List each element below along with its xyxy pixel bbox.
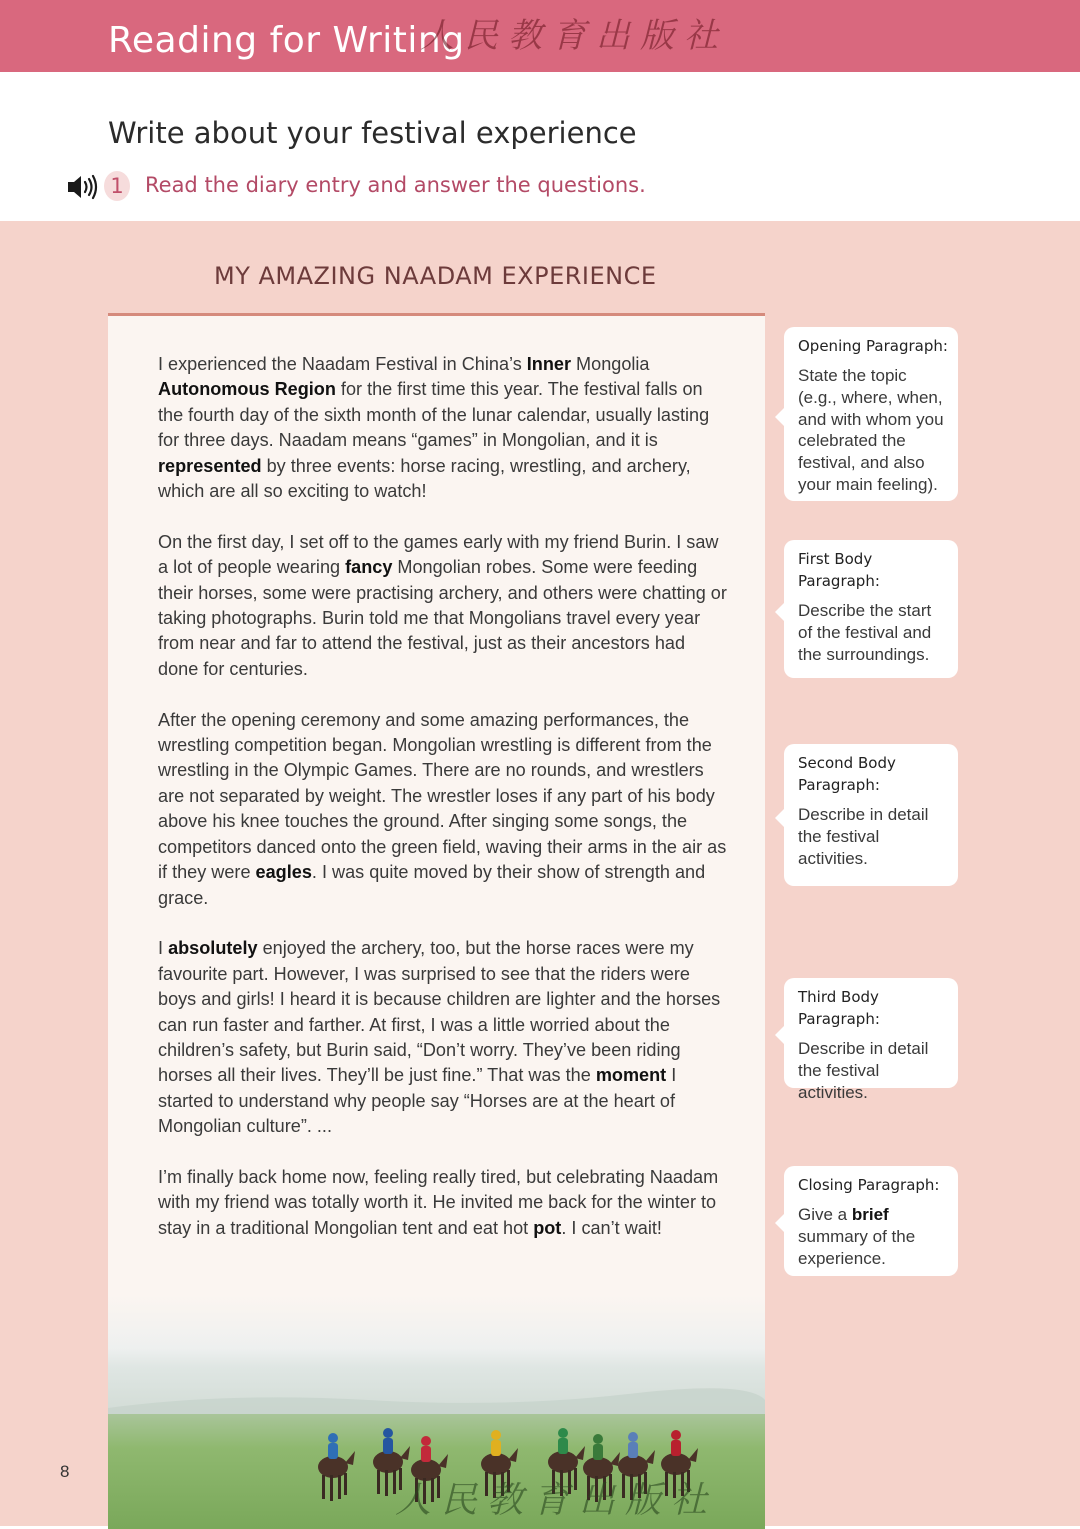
text-run: Mongolia	[571, 354, 650, 374]
text-run: On the first day, I set off to the games early with my friend Burin. I saw a lot of people wearing	[158, 531, 719, 578]
key-word: eagles	[255, 862, 312, 883]
section-title: Write about your festival experience	[108, 116, 637, 150]
note-body	[798, 804, 948, 869]
text-run: for the first time this year. The festival falls on the fourth day of the sixth month of the lunar calendar, usually lasting for three days. Naadam means “games” in Mongolian, and it is	[158, 379, 710, 451]
text-run: summary of the experience.	[798, 1226, 916, 1268]
note-heading: First Body Paragraph:	[798, 550, 880, 590]
note-first-body-paragraph	[784, 540, 958, 678]
note-body	[798, 1204, 948, 1269]
note-opening-paragraph	[784, 327, 958, 501]
note-body	[798, 600, 948, 665]
diary-paragraph	[158, 530, 728, 682]
text-run: After the opening ceremony and some amazing performances, the wrestling competition began. Mongolian wrestling is different from the wrestling in the Olympic Games. There are no rounds, and wrestlers are not separated by weight. The wrestler loses if any part of his body above his knee touches the ground. After singing some songs, the competitors danced onto the green field, waving their arms in the air as if they were	[158, 709, 727, 883]
text-run: I experienced the Naadam Festival in China’s	[158, 354, 527, 374]
note-closing-paragraph	[784, 1166, 958, 1276]
unit-title: Reading for Writing	[108, 20, 465, 61]
key-word: fancy	[345, 557, 393, 578]
text-run: I started to understand why people say “Horses are at the heart of Mongolian culture”. ...	[158, 1065, 677, 1137]
diary-paragraph	[158, 936, 728, 1139]
note-body	[798, 1038, 948, 1103]
note-heading: Opening Paragraph:	[798, 337, 948, 355]
text-run: by three events: horse racing, wrestling, and archery, which are all so exciting to watch!	[158, 455, 691, 502]
note-body	[798, 365, 948, 496]
text-run: Describe in detail the festival activities.	[798, 805, 929, 868]
diary-paragraph	[158, 1165, 728, 1241]
text-run: I’m finally back home now, feeling really tired, but celebrating Naadam with my friend was totally worth it. He invited me back for the winter to stay in a traditional Mongolian tent and eat hot	[158, 1166, 719, 1238]
page-number: 8	[60, 1462, 70, 1481]
text-run: Give a	[798, 1205, 852, 1224]
key-word: represented	[158, 455, 262, 476]
key-word: pot	[533, 1217, 562, 1238]
text-run: . I was quite moved by their show of strength and grace.	[158, 862, 706, 908]
diary-text	[158, 352, 728, 1267]
diary-card	[108, 313, 765, 1529]
key-word: Autonomous Region	[158, 379, 336, 400]
text-run: I	[158, 938, 169, 959]
note-second-body-paragraph	[784, 744, 958, 886]
diary-paragraph	[158, 708, 728, 911]
diary-title: MY AMAZING NAADAM EXPERIENCE	[214, 262, 657, 290]
note-third-body-paragraph	[784, 978, 958, 1102]
speaker-icon[interactable]	[66, 173, 98, 201]
note-heading: Second Body Paragraph:	[798, 754, 896, 794]
publisher-watermark-bottom: 人民教育出版社	[395, 1480, 718, 1521]
text-run: Describe the start of the festival and the surroundings.	[798, 601, 932, 664]
exercise-number: 1	[104, 171, 130, 201]
text-run: State the topic (e.g., where, when, and with whom you celebrated the festival, and also your main feeling).	[798, 366, 944, 494]
note-heading: Third Body Paragraph:	[798, 988, 880, 1028]
text-run: Mongolian robes. Some were feeding their horses, some were practising archery, and others were chatting or taking photographs. Burin told me that Mongolians travel every year from near and far to attend the festival, just as their ancestors had done for centuries.	[158, 557, 727, 679]
key-word: absolutely	[168, 938, 258, 959]
instruction-text: Read the diary entry and answer the questions.	[145, 173, 646, 197]
publisher-watermark-top: 人民教育出版社	[420, 16, 728, 56]
key-word: brief	[851, 1205, 889, 1224]
text-run: enjoyed the archery, too, but the horse races were my favourite part. However, I was surprised to see that the riders were boys and girls! I heard it is because children are lighter and the horses can run faster and farther. At first, I was a little worried about the children’s safety, but Burin said, “Don’t worry. They’ve been riding horses all their lives. They’ll be just fine.” That was the	[158, 938, 721, 1086]
key-word: moment	[595, 1065, 667, 1086]
key-word: Inner	[526, 354, 572, 374]
text-run: . I can’t wait!	[561, 1217, 662, 1238]
diary-paragraph	[158, 352, 728, 504]
note-heading: Closing Paragraph:	[798, 1176, 940, 1194]
text-run: Describe in detail the festival activities.	[798, 1039, 929, 1102]
